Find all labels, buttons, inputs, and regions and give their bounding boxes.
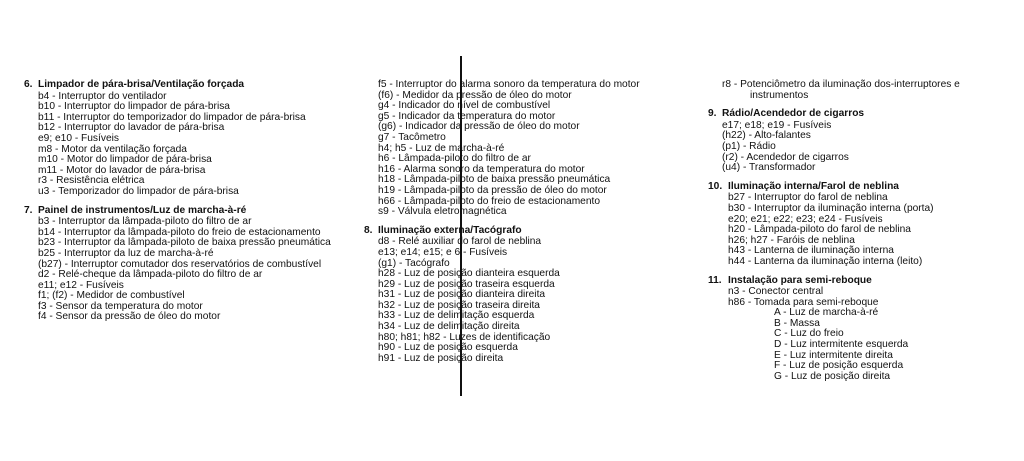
list-item: h4; h5 - Luz de marcha-à-ré — [378, 142, 505, 154]
list-item: h18 - Lâmpada-piloto de baixa pressão pneumática — [378, 174, 611, 186]
list-item: g5 - Indicador da temperatura do motor — [378, 110, 556, 122]
list-item: (g6) - Indicador da pressão de óleo do motor — [378, 121, 580, 133]
list-item: f3 - Sensor da temperatura do motor — [38, 300, 203, 312]
list-item: b12 - Interruptor do lavador de pára-brisa — [38, 122, 225, 134]
section-number: 9. — [708, 108, 717, 120]
section-heading — [24, 80, 354, 91]
list-item: b3 - Interruptor da lâmpada-piloto do filtro de ar — [38, 216, 252, 228]
list-item: h31 - Luz de posição dianteira direita — [378, 289, 546, 301]
list-item: f1; (f2) - Medidor de combustível — [38, 290, 185, 302]
list-item: h19 - Lâmpada-piloto da pressão de óleo do motor — [378, 184, 607, 196]
list-item: b30 - Interruptor da iluminação interna (porta) — [728, 202, 934, 214]
list-item: h44 - Lanterna da iluminação interna (leito) — [728, 255, 923, 267]
list-item: e20; e21; e22; e23; e24 - Fusíveis — [728, 213, 883, 225]
section-heading — [708, 276, 1018, 287]
list-item: m10 - Motor do limpador de pára-brisa — [38, 154, 212, 166]
list-item: h16 - Alarma sonoro da temperatura do motor — [378, 163, 585, 175]
list-item: h28 - Luz de posição dianteira esquerda — [378, 268, 560, 280]
pin-item: A - Luz de marcha-à-ré — [774, 307, 879, 319]
list-item: b23 - Interruptor da lâmpada-piloto de baixa pressão pneumática — [38, 237, 331, 249]
section-11 — [708, 276, 1018, 383]
column-right — [708, 80, 1018, 390]
list-item: (p1) - Rádio — [722, 140, 776, 152]
list-item: h20 - Lâmpada-piloto do farol de neblina — [728, 224, 911, 236]
list-item: h29 - Luz de posição traseira esquerda — [378, 278, 555, 290]
section-8-continued — [708, 80, 1018, 101]
section-title: Rádio/Acendedor de cigarros — [722, 108, 865, 120]
list-item: (r2) - Acendedor de cigarros — [722, 151, 849, 163]
list-item: e17; e18; e19 - Fusíveis — [722, 119, 832, 131]
list-item: h91 - Luz de posição direita — [378, 352, 504, 364]
section-number: 8. — [364, 224, 373, 236]
list-item: f5 - Interruptor do alarma sonoro da temperatura do motor — [378, 79, 640, 90]
list-item: r3 - Resistência elétrica — [38, 175, 145, 187]
section-10 — [708, 182, 1018, 268]
section-heading — [708, 109, 1018, 120]
section-title: Instalação para semi-reboque — [728, 274, 872, 286]
pin-item: B - Massa — [774, 317, 820, 329]
list-item: g7 - Tacômetro — [378, 131, 446, 143]
list-item: (g1) - Tacógrafo — [378, 257, 450, 269]
list-item: g4 - Indicador do nível de combustível — [378, 100, 551, 112]
section-heading — [364, 226, 694, 237]
pin-item: F - Luz de posição esquerda — [774, 360, 904, 372]
list-item: b25 - Interruptor da luz de marcha-à-ré — [38, 247, 214, 259]
list-item: (h22) - Alto-falantes — [722, 130, 811, 142]
pin-item: E - Luz intermitente direita — [774, 349, 893, 361]
list-item: e11; e12 - Fusíveis — [38, 279, 124, 291]
section-title: Painel de instrumentos/Luz de marcha-à-ré — [38, 204, 247, 216]
section-8 — [364, 226, 694, 365]
list-item: b4 - Interruptor do ventilador — [38, 90, 167, 102]
list-item: n3 - Conector central — [728, 286, 824, 298]
section-7 — [24, 206, 354, 324]
section-heading — [708, 182, 1018, 193]
section-number: 11. — [708, 274, 722, 286]
list-item: h90 - Luz de posição esquerda — [378, 342, 518, 354]
list-item: h66 - Lâmpada-piloto do freio de estacionamento — [378, 195, 601, 207]
column-middle — [364, 80, 694, 372]
section-number: 7. — [24, 204, 33, 216]
column-left — [24, 80, 354, 331]
list-item: h6 - Lâmpada-piloto do filtro de ar — [378, 153, 531, 165]
section-heading — [24, 206, 354, 217]
list-item: f4 - Sensor da pressão de óleo do motor — [38, 311, 221, 323]
section-title: Iluminação externa/Tacógrafo — [378, 224, 522, 236]
pin-item: C - Luz do freio — [774, 328, 844, 340]
list-item: h33 - Luz de delimitação esquerda — [378, 310, 535, 322]
list-item: d2 - Relé-cheque da lâmpada-piloto do filtro de ar — [38, 269, 263, 281]
list-item: h26; h27 - Faróis de neblina — [728, 234, 855, 246]
list-item: u3 - Temporizador do limpador de pára-brisa — [38, 185, 239, 197]
section-6 — [24, 80, 354, 198]
list-item: (b27) - Interruptor comutador dos reservatórios de combustível — [38, 258, 322, 270]
list-item: b11 - Interruptor do temporizador do limpador de pára-brisa — [38, 111, 306, 123]
list-item: (u4) - Transformador — [722, 162, 816, 174]
section-number: 6. — [24, 79, 33, 90]
section-7-continued — [364, 80, 694, 218]
list-item: b14 - Interruptor da lâmpada-piloto do freio de estacionamento — [38, 226, 321, 238]
section-title: Iluminação interna/Farol de neblina — [728, 180, 899, 192]
section-9 — [708, 109, 1018, 174]
list-item: h80; h81; h82 - Luzes de identificação — [378, 331, 551, 343]
section-title: Limpador de pára-brisa/Ventilação forçada — [38, 79, 245, 90]
list-item: r8 - Potenciômetro da iluminação dos-interruptores e instrumentos — [722, 79, 963, 101]
list-item: b27 - Interruptor do farol de neblina — [728, 192, 888, 204]
list-item: s9 - Válvula eletromagnética — [378, 206, 507, 218]
list-item: m8 - Motor da ventilação forçada — [38, 143, 187, 155]
list-item: h34 - Luz de delimitação direita — [378, 321, 520, 333]
list-item: h43 - Lanterna de iluminação interna — [728, 245, 894, 257]
list-item: m11 - Motor do lavador de pára-brisa — [38, 164, 206, 176]
list-item: d8 - Relé auxiliar do farol de neblina — [378, 236, 542, 248]
list-item: e9; e10 - Fusíveis — [38, 132, 119, 144]
list-item: b10 - Interruptor do limpador de pára-brisa — [38, 101, 230, 113]
list-item: h86 - Tomada para semi-reboque — [728, 296, 879, 308]
section-number: 10. — [708, 180, 723, 192]
list-item: h32 - Luz de posição traseira direita — [378, 299, 540, 311]
list-item: e13; e14; e15; e 6 - Fusíveis — [378, 246, 508, 258]
list-item: (f6) - Medidor da pressão de óleo do motor — [378, 89, 572, 101]
pin-item: G - Luz de posição direita — [774, 370, 891, 382]
pin-item: D - Luz intermitente esquerda — [774, 339, 909, 351]
